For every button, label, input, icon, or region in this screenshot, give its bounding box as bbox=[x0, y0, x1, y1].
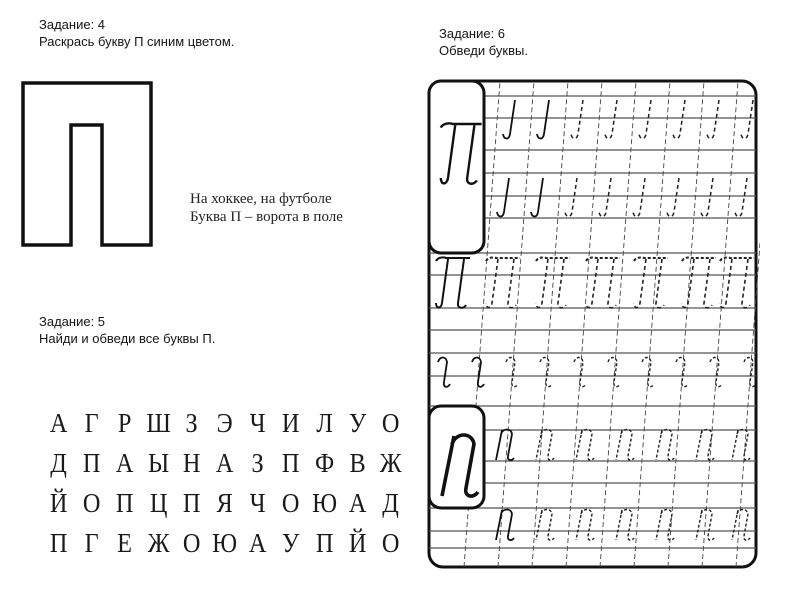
letter-search-grid bbox=[42, 403, 407, 563]
letter[interactable]: О bbox=[282, 487, 300, 518]
letter[interactable]: Д bbox=[382, 487, 399, 518]
letter[interactable]: П bbox=[116, 487, 134, 518]
letter[interactable]: Ф bbox=[314, 447, 334, 478]
letter[interactable]: У bbox=[348, 407, 366, 438]
letter[interactable]: О bbox=[83, 487, 101, 518]
letter[interactable]: Д bbox=[50, 447, 67, 478]
letter[interactable]: Я bbox=[216, 487, 233, 518]
letter-p-outline-coloring[interactable] bbox=[20, 80, 156, 250]
letter[interactable]: Й bbox=[348, 527, 367, 558]
letter[interactable]: А bbox=[116, 447, 134, 478]
letter[interactable]: Г bbox=[84, 527, 99, 558]
letter[interactable]: Ц bbox=[149, 487, 167, 518]
task-6-header bbox=[439, 25, 528, 59]
sample-box-upper bbox=[429, 81, 484, 253]
letter[interactable]: Г bbox=[84, 407, 99, 438]
task-4-title: Задание: 4 bbox=[39, 17, 106, 32]
task-6-title: Задание: 6 bbox=[439, 26, 506, 41]
task-4-header bbox=[39, 16, 234, 50]
letter[interactable]: Й bbox=[49, 487, 68, 518]
letter-row bbox=[42, 483, 407, 523]
letter[interactable]: П bbox=[282, 447, 300, 478]
letter[interactable]: А bbox=[348, 487, 367, 518]
letter[interactable]: Ж bbox=[379, 447, 402, 478]
letter[interactable]: П bbox=[182, 487, 201, 518]
task-5-instruction: Найди и обведи все буквы П. bbox=[39, 331, 216, 346]
poem-line-1: На хоккее, на футболе bbox=[190, 191, 332, 207]
letter[interactable]: Ю bbox=[212, 527, 238, 558]
letter-row bbox=[42, 403, 407, 443]
letter[interactable]: А bbox=[215, 447, 234, 478]
letter-row bbox=[42, 523, 407, 563]
letter[interactable]: З bbox=[185, 407, 198, 438]
task-6-instruction: Обведи буквы. bbox=[439, 43, 528, 58]
poem bbox=[190, 190, 343, 226]
letter[interactable]: П bbox=[83, 447, 101, 478]
letter[interactable]: Н bbox=[182, 447, 201, 478]
letter[interactable]: И bbox=[282, 407, 300, 438]
letter[interactable]: А bbox=[49, 407, 68, 438]
letter[interactable]: Е bbox=[117, 527, 133, 558]
letter[interactable]: П bbox=[49, 527, 68, 558]
task-4-instruction: Раскрась букву П синим цветом. bbox=[39, 34, 235, 49]
letter[interactable]: Ю bbox=[311, 487, 337, 518]
handwriting-practice-sheet[interactable] bbox=[426, 78, 760, 570]
task-5-title: Задание: 5 bbox=[39, 314, 106, 329]
poem-line-2: Буква П – ворота в поле bbox=[190, 209, 343, 225]
letter[interactable]: О bbox=[182, 527, 201, 558]
letter[interactable]: Ы bbox=[147, 447, 169, 478]
letter[interactable]: В bbox=[349, 447, 366, 478]
letter[interactable]: Л bbox=[315, 407, 333, 438]
letter[interactable]: Ч bbox=[249, 487, 266, 518]
letter[interactable]: У bbox=[282, 527, 300, 558]
letter[interactable]: П bbox=[315, 527, 333, 558]
letter[interactable]: З bbox=[251, 447, 264, 478]
letter[interactable]: Ш bbox=[145, 407, 171, 438]
letter[interactable]: О bbox=[381, 407, 400, 438]
letter[interactable]: Э bbox=[216, 407, 233, 438]
task-5-header bbox=[39, 313, 215, 347]
letter-row bbox=[42, 443, 407, 483]
letter[interactable]: Ч bbox=[249, 407, 266, 438]
letter[interactable]: О bbox=[381, 527, 400, 558]
letter[interactable]: Р bbox=[118, 407, 132, 438]
letter[interactable]: Ж bbox=[147, 527, 170, 558]
letter[interactable]: А bbox=[248, 527, 267, 558]
